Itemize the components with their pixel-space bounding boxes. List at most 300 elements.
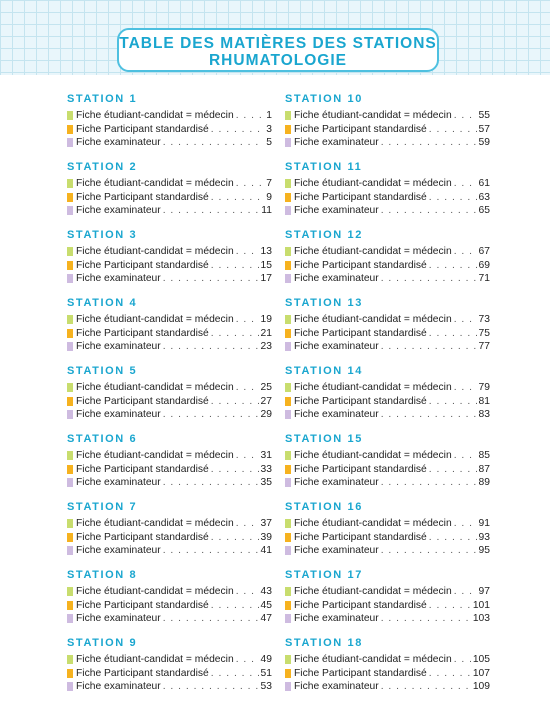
toc-entry-participant[interactable] [285,123,490,137]
station-block [285,296,490,364]
station-block [67,228,272,296]
entry-label: Fiche examinateur [76,341,161,353]
page-number: 5 [266,137,272,149]
entry-label: Fiche étudiant-candidat = médecin [294,178,452,189]
dot-leader [454,313,477,327]
page-number: 49 [260,654,272,665]
toc-entry-participant[interactable] [285,531,490,545]
square-marker-icon [67,682,73,691]
toc-entry-examiner[interactable] [285,612,490,626]
station-title: STATION 12 [285,229,363,241]
station-block [67,500,272,568]
dot-leader [236,109,265,123]
toc-entry-student[interactable] [285,177,490,191]
toc-entry-participant[interactable] [67,599,272,613]
square-marker-icon [285,179,291,188]
page-number: 53 [260,681,272,693]
page-number: 109 [472,681,490,693]
station-title: STATION 15 [285,433,363,445]
entry-label: Fiche examinateur [76,681,161,693]
entry-label: Fiche examinateur [294,409,379,421]
dot-leader [454,381,477,395]
dot-leader [429,667,471,681]
entry-label: Fiche Participant standardisé [294,191,427,203]
page-number: 9 [266,191,272,203]
entry-label: Fiche étudiant-candidat = médecin [76,246,234,257]
entry-label: Fiche Participant standardisé [76,123,209,135]
entry-label: Fiche Participant standardisé [294,259,427,271]
station-block [285,432,490,500]
toc-entry-student[interactable] [67,177,272,191]
station-block [67,296,272,364]
page-number: 87 [478,463,490,475]
toc-entry-participant[interactable] [285,463,490,477]
toc-entry-examiner[interactable] [67,136,272,150]
square-marker-icon [67,261,73,270]
dot-leader [163,204,260,218]
entry-label: Fiche examinateur [76,545,161,557]
toc-entry-participant[interactable] [67,327,272,341]
page-number: 81 [478,395,490,407]
dot-leader [429,531,477,545]
page-number: 41 [260,545,272,557]
square-marker-icon [285,478,291,487]
page-number: 13 [260,246,272,257]
dot-leader [236,517,259,531]
dot-leader [381,680,471,694]
page-number: 33 [260,463,272,475]
dot-leader [211,531,259,545]
page-number: 23 [260,341,272,353]
entry-label: Fiche étudiant-candidat = médecin [76,450,234,461]
dot-leader [381,476,477,490]
dot-leader [211,463,259,477]
dot-leader [163,680,259,694]
square-marker-icon [285,451,291,460]
entry-label: Fiche étudiant-candidat = médecin [76,518,234,529]
entry-label: Fiche Participant standardisé [76,463,209,475]
dot-leader [381,340,477,354]
toc-entry-student[interactable] [285,109,490,123]
toc-entry-participant[interactable] [67,191,272,205]
entry-label: Fiche Participant standardisé [294,463,427,475]
toc-entry-examiner[interactable] [67,544,272,558]
square-marker-icon [67,546,73,555]
square-marker-icon [67,206,73,215]
station-title: STATION 2 [67,161,138,173]
entry-label: Fiche examinateur [294,545,379,557]
station-title: STATION 14 [285,365,363,377]
toc-entry-student[interactable] [285,381,490,395]
dot-leader [381,136,477,150]
station-block [67,432,272,500]
station-title: STATION 9 [67,637,138,649]
page-number: 31 [260,450,272,461]
page-number: 93 [478,531,490,543]
toc-entry-examiner[interactable] [285,136,490,150]
page-number: 25 [260,382,272,393]
entry-label: Fiche Participant standardisé [76,599,209,611]
toc-entry-participant[interactable] [285,599,490,613]
dot-leader [236,653,259,667]
entry-label: Fiche examinateur [294,273,379,285]
toc-entry-student[interactable] [285,449,490,463]
dot-leader [454,109,477,123]
toc-entry-examiner[interactable] [67,204,272,218]
toc-entry-examiner[interactable] [67,340,272,354]
station-block [285,92,490,160]
toc-entry-student[interactable] [67,449,272,463]
square-marker-icon [67,410,73,419]
dot-leader [163,476,259,490]
station-title: STATION 10 [285,93,363,105]
entry-label: Fiche étudiant-candidat = médecin [76,314,234,325]
toc-entry-student[interactable] [67,381,272,395]
square-marker-icon [285,315,291,324]
square-marker-icon [67,533,73,542]
square-marker-icon [285,669,291,678]
entry-label: Fiche examinateur [294,681,379,693]
entry-label: Fiche Participant standardisé [294,531,427,543]
page-number: 67 [478,246,490,257]
entry-label: Fiche examinateur [294,137,379,149]
entry-label: Fiche étudiant-candidat = médecin [294,654,452,665]
square-marker-icon [285,533,291,542]
square-marker-icon [67,111,73,120]
entry-label: Fiche Participant standardisé [294,599,427,611]
station-block [67,568,272,636]
entry-label: Fiche examinateur [76,409,161,421]
square-marker-icon [285,546,291,555]
entry-label: Fiche étudiant-candidat = médecin [76,654,234,665]
dot-leader [454,449,477,463]
page-number: 105 [472,654,490,665]
square-marker-icon [285,397,291,406]
entry-label: Fiche étudiant-candidat = médecin [76,586,234,597]
page-number: 11 [261,205,272,217]
toc-entry-participant[interactable] [67,531,272,545]
toc-entry-student[interactable] [67,245,272,259]
square-marker-icon [285,247,291,256]
station-title: STATION 3 [67,229,138,241]
square-marker-icon [67,138,73,147]
dot-leader [381,204,477,218]
square-marker-icon [67,655,73,664]
entry-label: Fiche examinateur [76,137,161,149]
page-number: 1 [266,110,272,121]
dot-leader [454,653,471,667]
dot-leader [429,327,477,341]
dot-leader [429,191,477,205]
square-marker-icon [67,587,73,596]
entry-label: Fiche examinateur [76,613,161,625]
dot-leader [381,544,477,558]
square-marker-icon [67,247,73,256]
page-number: 107 [472,667,490,679]
square-marker-icon [285,206,291,215]
page-number: 65 [478,205,490,217]
toc-entry-student[interactable] [285,313,490,327]
dot-leader [211,599,259,613]
station-block [285,364,490,432]
toc-entry-examiner[interactable] [285,340,490,354]
entry-label: Fiche examinateur [294,477,379,489]
toc-entry-student[interactable] [67,313,272,327]
page-number: 15 [260,259,272,271]
toc-entry-participant[interactable] [67,395,272,409]
entry-label: Fiche Participant standardisé [76,259,209,271]
entry-label: Fiche étudiant-candidat = médecin [76,178,234,189]
dot-leader [429,395,477,409]
dot-leader [211,191,264,205]
square-marker-icon [67,383,73,392]
toc-entry-examiner[interactable] [285,272,490,286]
toc-entry-examiner[interactable] [67,612,272,626]
dot-leader [454,517,477,531]
toc-entry-student[interactable] [285,517,490,531]
square-marker-icon [67,478,73,487]
dot-leader [163,612,259,626]
square-marker-icon [285,329,291,338]
toc-entry-participant[interactable] [285,395,490,409]
entry-label: Fiche examinateur [76,205,161,217]
station-title: STATION 1 [67,93,138,105]
dot-leader [163,340,259,354]
toc-entry-student[interactable] [67,585,272,599]
toc-entry-participant[interactable] [285,327,490,341]
square-marker-icon [285,655,291,664]
station-title: STATION 13 [285,297,363,309]
toc-entry-examiner[interactable] [67,680,272,694]
page-number: 61 [478,178,490,189]
page-number: 63 [478,191,490,203]
toc-entry-participant[interactable] [67,463,272,477]
page-number: 17 [260,273,272,285]
dot-leader [236,449,259,463]
entry-label: Fiche étudiant-candidat = médecin [294,450,452,461]
page-number: 21 [260,327,272,339]
square-marker-icon [67,193,73,202]
square-marker-icon [285,125,291,134]
dot-leader [381,408,477,422]
dot-leader [454,177,477,191]
dot-leader [236,313,259,327]
page-number: 45 [260,599,272,611]
square-marker-icon [67,451,73,460]
dot-leader [429,599,471,613]
entry-label: Fiche étudiant-candidat = médecin [76,110,234,121]
dot-leader [236,245,259,259]
entry-label: Fiche Participant standardisé [294,123,427,135]
square-marker-icon [67,274,73,283]
toc-entry-examiner[interactable] [285,408,490,422]
station-block [67,636,272,704]
dot-leader [454,245,477,259]
station-title: STATION 5 [67,365,138,377]
square-marker-icon [67,315,73,324]
station-block [67,160,272,228]
toc-entry-participant[interactable] [285,259,490,273]
square-marker-icon [285,274,291,283]
dot-leader [211,259,259,273]
square-marker-icon [285,410,291,419]
entry-label: Fiche Participant standardisé [76,531,209,543]
page-number: 27 [260,395,272,407]
entry-label: Fiche étudiant-candidat = médecin [76,382,234,393]
dot-leader [163,272,259,286]
toc-entry-examiner[interactable] [285,680,490,694]
entry-label: Fiche étudiant-candidat = médecin [294,586,452,597]
toc-entry-examiner[interactable] [285,476,490,490]
station-title: STATION 11 [285,161,363,173]
entry-label: Fiche Participant standardisé [294,667,427,679]
dot-leader [429,123,477,137]
square-marker-icon [285,261,291,270]
page-number: 83 [478,409,490,421]
toc-entry-examiner[interactable] [67,476,272,490]
page-number: 3 [266,123,272,135]
page-number: 75 [478,327,490,339]
dot-leader [163,544,259,558]
toc-entry-participant[interactable] [285,667,490,681]
page-number: 79 [478,382,490,393]
page-number: 85 [478,450,490,461]
entry-label: Fiche Participant standardisé [294,327,427,339]
toc-entry-participant[interactable] [67,667,272,681]
page-number: 101 [472,599,490,611]
page-number: 55 [478,110,490,121]
square-marker-icon [67,519,73,528]
entry-label: Fiche étudiant-candidat = médecin [294,110,452,121]
entry-label: Fiche examinateur [294,613,379,625]
page-number: 29 [260,409,272,421]
entry-label: Fiche étudiant-candidat = médecin [294,382,452,393]
station-block [285,228,490,296]
page-number: 57 [478,123,490,135]
title-line-1: TABLE DES MATIÈRES DES STATIONS [119,35,437,52]
dot-leader [429,259,477,273]
page-number: 73 [478,314,490,325]
square-marker-icon [67,329,73,338]
entry-label: Fiche Participant standardisé [76,191,209,203]
title-line-2: RHUMATOLOGIE [208,52,347,69]
dot-leader [163,136,265,150]
page-title [117,28,439,72]
square-marker-icon [285,587,291,596]
toc-entry-examiner[interactable] [285,544,490,558]
station-block [67,92,272,160]
station-title: STATION 16 [285,501,363,513]
toc-entry-participant[interactable] [285,191,490,205]
square-marker-icon [285,111,291,120]
toc-entry-participant[interactable] [67,259,272,273]
square-marker-icon [67,397,73,406]
page-number: 35 [260,477,272,489]
dot-leader [381,272,477,286]
toc-entry-examiner[interactable] [67,408,272,422]
square-marker-icon [67,179,73,188]
page-number: 91 [478,518,490,529]
entry-label: Fiche Participant standardisé [76,327,209,339]
toc-column-left [67,92,272,704]
entry-label: Fiche étudiant-candidat = médecin [294,518,452,529]
toc-entry-student[interactable] [285,585,490,599]
square-marker-icon [285,601,291,610]
entry-label: Fiche examinateur [294,341,379,353]
toc-entry-student[interactable] [67,653,272,667]
dot-leader [163,408,259,422]
toc-entry-student[interactable] [67,109,272,123]
entry-label: Fiche Participant standardisé [76,667,209,679]
page-number: 71 [478,273,490,285]
toc-column-right [285,92,490,704]
toc-entry-student[interactable] [285,245,490,259]
square-marker-icon [67,614,73,623]
dot-leader [236,381,259,395]
dot-leader [236,585,259,599]
station-block [67,364,272,432]
toc-entry-examiner[interactable] [67,272,272,286]
dot-leader [211,123,264,137]
station-title: STATION 18 [285,637,363,649]
page-number: 51 [260,667,272,679]
square-marker-icon [67,342,73,351]
entry-label: Fiche examinateur [76,273,161,285]
square-marker-icon [285,342,291,351]
entry-label: Fiche examinateur [76,477,161,489]
entry-label: Fiche examinateur [294,205,379,217]
dot-leader [211,327,259,341]
station-title: STATION 4 [67,297,138,309]
page-number: 37 [260,518,272,529]
square-marker-icon [67,601,73,610]
page-number: 43 [260,586,272,597]
page-number: 95 [478,545,490,557]
square-marker-icon [67,669,73,678]
page-number: 59 [478,137,490,149]
entry-label: Fiche étudiant-candidat = médecin [294,314,452,325]
square-marker-icon [285,519,291,528]
station-title: STATION 17 [285,569,363,581]
dot-leader [429,463,477,477]
station-title: STATION 6 [67,433,138,445]
dot-leader [236,177,265,191]
page-number: 7 [266,178,272,189]
page-number: 77 [478,341,490,353]
station-block [285,568,490,636]
square-marker-icon [285,465,291,474]
toc-entry-examiner[interactable] [285,204,490,218]
entry-label: Fiche Participant standardisé [76,395,209,407]
dot-leader [454,585,477,599]
toc-entry-student[interactable] [285,653,490,667]
square-marker-icon [285,614,291,623]
station-block [285,500,490,568]
square-marker-icon [285,193,291,202]
dot-leader [211,667,259,681]
page-number: 69 [478,259,490,271]
dot-leader [211,395,259,409]
square-marker-icon [285,682,291,691]
toc-entry-student[interactable] [67,517,272,531]
page-number: 47 [260,613,272,625]
station-title: STATION 8 [67,569,138,581]
page-number: 19 [260,314,272,325]
toc-entry-participant[interactable] [67,123,272,137]
square-marker-icon [67,125,73,134]
square-marker-icon [67,465,73,474]
entry-label: Fiche Participant standardisé [294,395,427,407]
